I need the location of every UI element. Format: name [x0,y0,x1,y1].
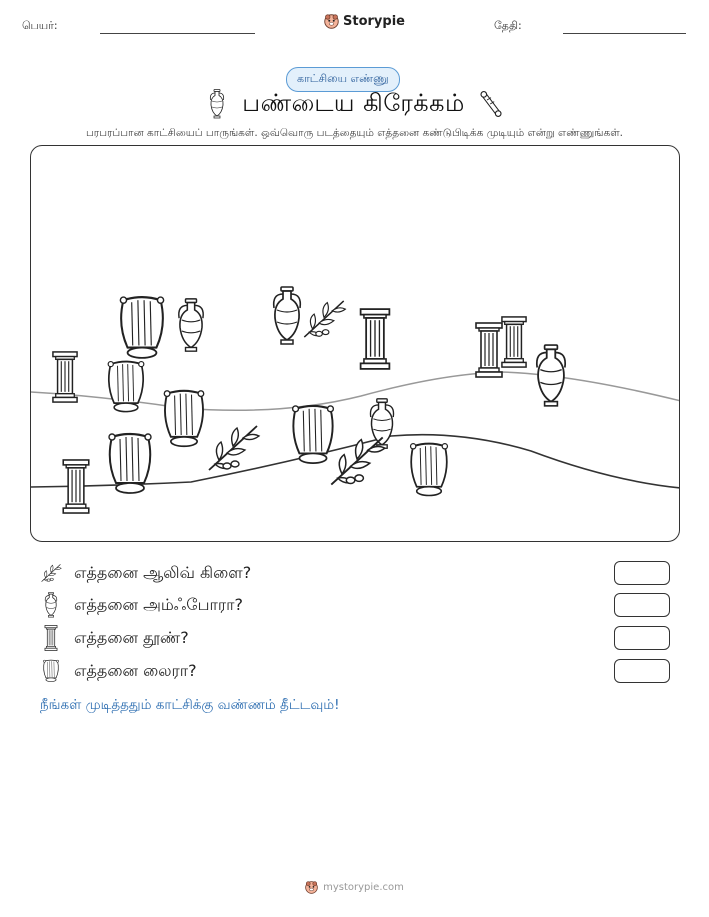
lyre-icon [293,406,334,463]
question-text: எத்தனை லைரா? [74,660,197,680]
scene-illustration [31,146,680,542]
scene-panel [30,145,680,542]
lyre-icon [164,391,203,446]
column-icon [502,317,526,367]
olive-branch-icon [209,426,259,470]
question-text: எத்தனை தூண்? [74,627,189,647]
olive-branch-icon [304,301,345,337]
column-icon [361,309,390,369]
site-url[interactable]: mystorypie.com [323,882,404,893]
amphora-icon [179,299,203,351]
olive-branch-icon [40,562,62,584]
answer-box[interactable] [614,626,670,650]
name-line[interactable] [100,33,255,34]
lyre-icon [411,444,448,496]
lyre-icon [108,362,144,412]
question-row [40,625,670,651]
instructions: பரபரப்பான காட்சியைப் பாருங்கள். ஒவ்வொரு படத்தையும் எத்தனை கண்டுபிடிக்க முடியும் என்று எண்ணுங்கள். [85,127,624,139]
activity-badge: காட்சியை எண்ணு [286,67,400,92]
question-text: எத்தனை அம்ஃபோரா? [74,594,244,614]
date-line[interactable] [563,33,686,34]
question-row [40,658,670,684]
amphora-icon [206,89,228,119]
brand-logo [324,14,405,29]
page-title: பண்டைய கிரேக்கம் [242,88,465,117]
coloring-note: நீங்கள் முடித்ததும் காட்சிக்கு வண்ணம் தீட்டவும்! [40,697,340,713]
amphora-icon [537,345,565,406]
date-label: தேதி: [494,19,522,32]
answer-box[interactable] [614,561,670,585]
name-label: பெயர்: [22,19,58,32]
brand-name: Storypie [343,14,405,29]
column-icon [43,625,59,651]
mascot-icon [305,881,318,894]
site-footer [0,881,709,894]
answer-box[interactable] [614,659,670,683]
mascot-icon [324,14,339,29]
scroll-icon [479,88,503,120]
question-text: எத்தனை ஆலிவ் கிளை? [74,562,252,582]
amphora-icon [42,592,60,618]
lyre-icon [120,297,163,358]
title-row [0,88,709,120]
lyre-icon [41,659,61,683]
question-row [40,560,670,586]
column-icon [476,323,502,377]
answer-box[interactable] [614,593,670,617]
question-row [40,592,670,618]
column-icon [53,352,77,402]
amphora-icon [274,287,301,344]
